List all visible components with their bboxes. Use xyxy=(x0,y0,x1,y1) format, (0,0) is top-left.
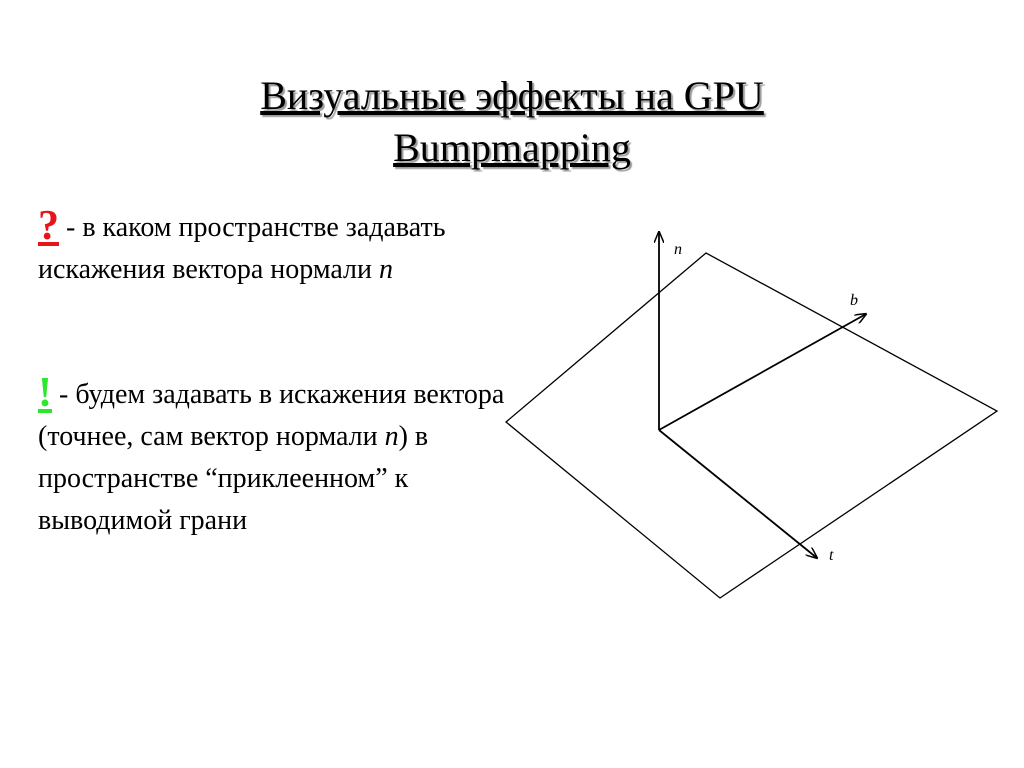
bitangent-vector-arrow xyxy=(659,314,866,430)
answer-var-n: n xyxy=(384,421,399,452)
exclamation-mark: ! xyxy=(38,370,52,416)
surface-plane xyxy=(506,253,997,598)
answer-text-after: ) в пространстве “приклеенном” к выводимой грани xyxy=(38,421,429,536)
bitangent-label: b xyxy=(850,292,858,309)
normal-label: n xyxy=(674,241,682,258)
question-var-n: n xyxy=(379,254,394,285)
title-line-2: Bumpmapping xyxy=(393,125,631,170)
question-text: - в каком пространстве задавать искажения вектора нормали xyxy=(38,212,446,285)
title-line-1: Визуальные эффекты на GPU xyxy=(260,73,764,118)
tangent-label: t xyxy=(829,547,834,564)
tangent-vector-arrow xyxy=(659,430,817,558)
question-mark: ? xyxy=(38,203,59,249)
answer-text-before: - будем задавать в искажения вектора (точнее, сам вектор нормали xyxy=(38,379,505,452)
